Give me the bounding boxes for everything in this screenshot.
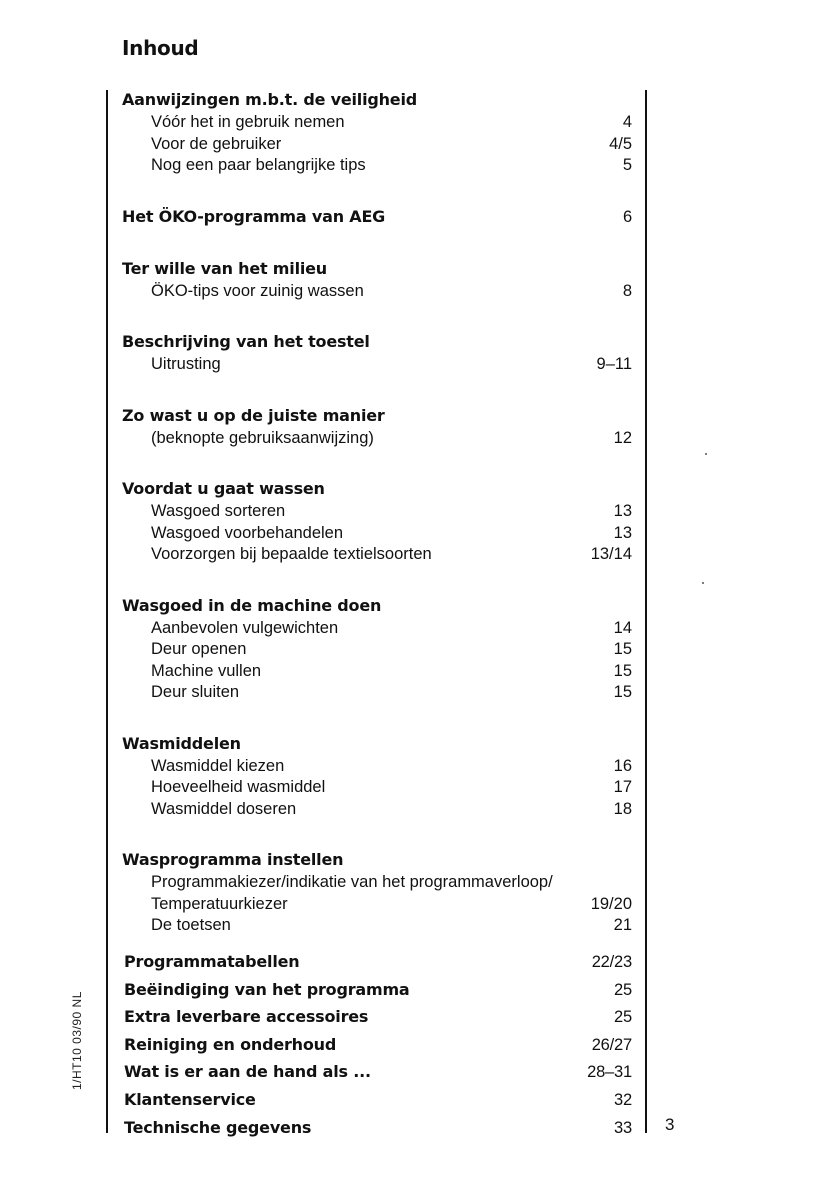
chapter-row[interactable] — [124, 1003, 632, 1031]
toc-entry[interactable] — [122, 639, 632, 661]
toc-entry[interactable] — [122, 661, 632, 683]
section-heading-label: Ter wille van het milieu — [122, 258, 327, 278]
toc-entry[interactable] — [122, 777, 632, 799]
toc-entry-label: Deur sluiten — [151, 683, 240, 701]
toc-section-toestel — [122, 330, 632, 376]
toc-section-oko — [122, 205, 632, 229]
section-heading[interactable] — [122, 404, 632, 428]
toc-entry[interactable] — [122, 134, 632, 156]
toc-entry-label: Wasgoed voorbehandelen — [151, 523, 344, 542]
chapter-label: Beëindiging van het programma — [124, 979, 410, 999]
section-heading-label: Wasmiddelen — [122, 733, 241, 753]
document-code: 1/HT10 03/90 NL — [70, 991, 84, 1090]
toc-entry-label: Temperatuurkiezer — [151, 894, 288, 913]
toc-entry-label: Vóór het in gebruik nemen — [151, 113, 345, 131]
section-heading-label: Zo wast u op de juiste manier — [122, 405, 385, 425]
chapter-row[interactable] — [124, 1058, 632, 1086]
table-of-contents — [122, 88, 632, 937]
chapter-row[interactable] — [124, 1031, 632, 1059]
toc-entry[interactable] — [122, 872, 632, 894]
toc-entry[interactable] — [122, 915, 632, 937]
section-heading-label: Wasgoed in de machine doen — [122, 595, 382, 615]
chapter-row[interactable] — [124, 1114, 632, 1142]
toc-section-wasmiddelen — [122, 732, 632, 821]
section-heading[interactable] — [122, 205, 632, 229]
toc-entry-page: 15 — [613, 661, 632, 680]
section-heading[interactable] — [122, 330, 632, 354]
chapter-page: 33 — [614, 1118, 632, 1137]
toc-entry[interactable] — [122, 501, 632, 523]
chapter-page: 26/27 — [591, 1035, 632, 1054]
chapter-label: Klantenservice — [124, 1089, 256, 1109]
section-heading-label: Het ÖKO-programma van AEG — [122, 206, 386, 226]
chapter-page: 22/23 — [591, 953, 632, 971]
toc-entry[interactable] — [122, 281, 632, 303]
toc-entry-label: Deur openen — [151, 640, 247, 658]
toc-entry-page: 15 — [613, 640, 632, 658]
toc-entry[interactable] — [122, 354, 632, 376]
toc-section-wasprogramma — [122, 848, 632, 937]
toc-section-juiste-manier — [122, 404, 632, 450]
chapter-page: 25 — [614, 1008, 632, 1027]
section-heading-label: Beschrijving van het toestel — [122, 332, 370, 351]
toc-entry-page: 18 — [613, 799, 632, 818]
toc-entry-page: 16 — [613, 756, 632, 775]
toc-main-chapters — [124, 948, 632, 1141]
toc-entry[interactable] — [122, 428, 632, 450]
toc-entry[interactable] — [122, 799, 632, 821]
section-heading[interactable] — [122, 257, 632, 281]
page-title: Inhoud — [122, 36, 199, 60]
toc-entry[interactable] — [122, 618, 632, 640]
toc-entry-label: Nog een paar belangrijke tips — [151, 156, 366, 174]
toc-entry-label: Programmakiezer/indikatie van het programmaverloop/ — [151, 873, 553, 891]
chapter-label: Technische gegevens — [124, 1117, 312, 1137]
toc-entry-label: Wasgoed sorteren — [151, 502, 286, 520]
left-rule — [106, 90, 108, 1133]
section-heading[interactable] — [122, 477, 632, 501]
toc-section-milieu — [122, 257, 632, 303]
toc-entry[interactable] — [122, 544, 632, 566]
section-heading[interactable] — [122, 594, 632, 618]
toc-entry[interactable] — [122, 155, 632, 177]
toc-entry[interactable] — [122, 682, 632, 704]
toc-section-safety — [122, 88, 632, 177]
toc-entry-page: 17 — [613, 778, 632, 796]
toc-entry-page: 8 — [622, 281, 632, 300]
toc-entry-page: 13 — [613, 502, 632, 520]
section-heading[interactable] — [122, 848, 632, 872]
chapter-page: 25 — [614, 980, 632, 999]
chapter-label: Wat is er aan de hand als ... — [124, 1062, 371, 1082]
toc-entry-page: 5 — [622, 156, 632, 174]
section-heading-page: 6 — [623, 207, 632, 226]
toc-entry-label: Aanbevolen vulgewichten — [151, 618, 339, 637]
section-heading-label: Voordat u gaat wassen — [122, 479, 325, 498]
toc-entry-label: (beknopte gebruiksaanwijzing) — [151, 428, 374, 447]
scan-speck — [702, 582, 704, 584]
toc-entry-page: 21 — [613, 916, 632, 934]
page-number: 3 — [665, 1115, 675, 1134]
toc-entry-page: 14 — [613, 618, 632, 637]
chapter-row[interactable] — [124, 948, 632, 976]
chapter-row[interactable] — [124, 976, 632, 1004]
toc-entry-page: 9–11 — [596, 355, 632, 373]
toc-entry-page: 19/20 — [590, 894, 632, 913]
right-rule — [645, 90, 647, 1133]
toc-entry[interactable] — [122, 756, 632, 778]
scan-speck — [705, 453, 707, 455]
toc-entry-label: Uitrusting — [151, 355, 221, 373]
toc-entry-label: Voorzorgen bij bepaalde textielsoorten — [151, 545, 432, 563]
toc-entry[interactable] — [122, 112, 632, 134]
chapter-page: 32 — [614, 1090, 632, 1109]
section-heading[interactable] — [122, 732, 632, 756]
toc-section-voordat-wassen — [122, 477, 632, 566]
toc-entry-label: Wasmiddel kiezen — [151, 756, 285, 775]
toc-entry-label: Voor de gebruiker — [151, 134, 282, 153]
chapter-label: Programmatabellen — [124, 952, 300, 971]
section-heading-label: Aanwijzingen m.b.t. de veiligheid — [122, 90, 417, 109]
toc-entry-page: 4/5 — [609, 134, 632, 153]
section-heading[interactable] — [122, 88, 632, 112]
toc-entry-label: Hoeveelheid wasmiddel — [151, 778, 326, 796]
toc-entry-page: 13/14 — [590, 545, 632, 563]
toc-entry[interactable] — [122, 894, 632, 916]
toc-entry-page: 13 — [613, 523, 632, 542]
chapter-page: 28–31 — [587, 1063, 632, 1082]
toc-entry-label: De toetsen — [151, 916, 231, 934]
toc-entry[interactable] — [122, 523, 632, 545]
toc-section-machine-doen — [122, 594, 632, 704]
toc-entry-label: Wasmiddel doseren — [151, 799, 297, 818]
toc-entry-label: ÖKO-tips voor zuinig wassen — [151, 281, 364, 300]
toc-entry-page: 4 — [622, 113, 632, 131]
toc-entry-page: 12 — [613, 428, 632, 447]
toc-entry-page: 15 — [613, 683, 632, 701]
section-heading-label: Wasprogramma instellen — [122, 850, 344, 869]
chapter-row[interactable] — [124, 1086, 632, 1114]
chapter-label: Extra leverbare accessoires — [124, 1007, 369, 1027]
toc-entry-label: Machine vullen — [151, 661, 262, 680]
chapter-label: Reiniging en onderhoud — [124, 1034, 337, 1054]
